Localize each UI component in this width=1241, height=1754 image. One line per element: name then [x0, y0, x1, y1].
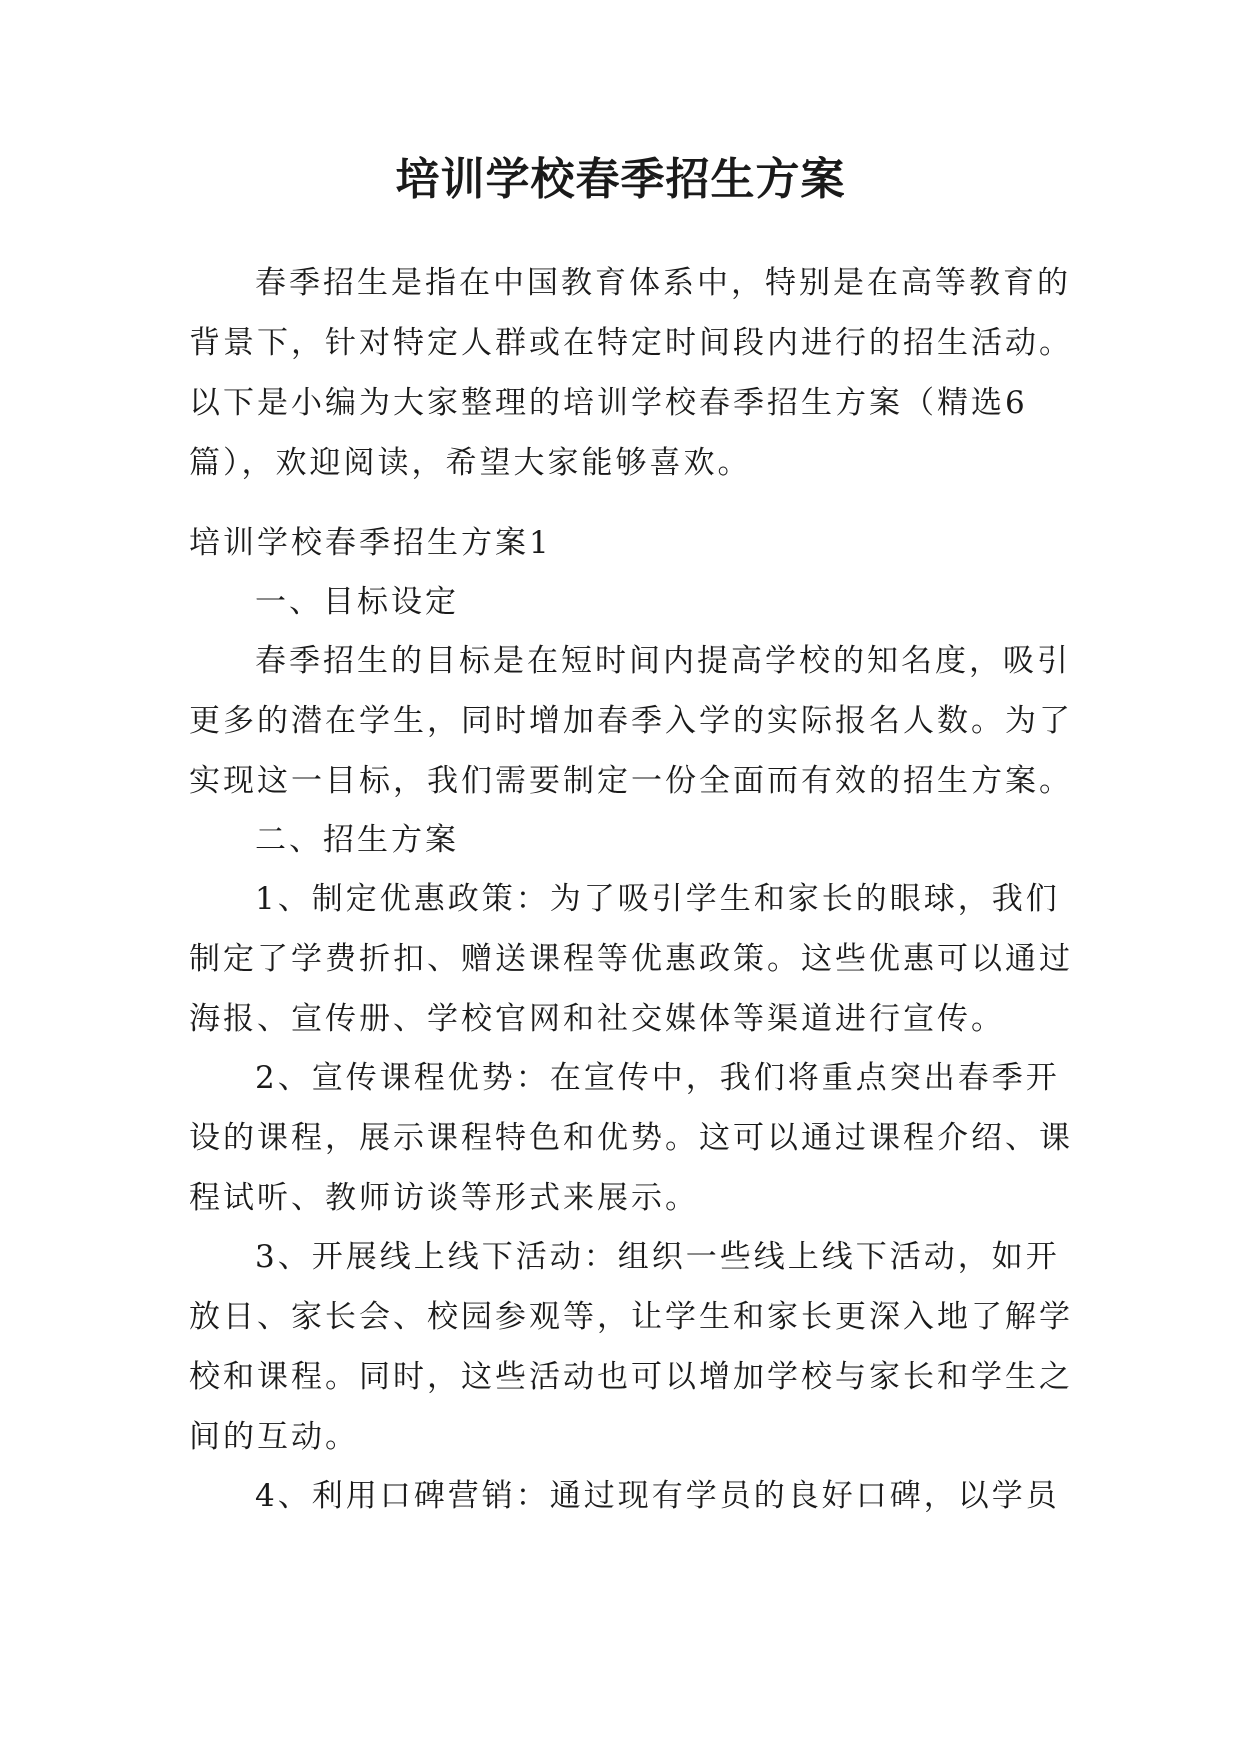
heading-goal-text: 一、目标设定 — [255, 584, 459, 620]
item-2-paragraph — [189, 1048, 1073, 1228]
heading-plan-text: 二、招生方案 — [255, 822, 459, 858]
intro-line: 背景下，针对特定人群或在特定时间段内进行的招生活动。 — [189, 325, 1073, 361]
section-heading-text: 培训学校春季招生方案1 — [189, 525, 552, 561]
item-2-line: 2、宣传课程优势：在宣传中，我们将重点突出春季开 — [255, 1060, 1060, 1096]
item-3-paragraph — [189, 1227, 1073, 1467]
item-3-line: 放日、家长会、校园参观等，让学生和家长更深入地了解学 — [189, 1299, 1073, 1335]
intro-line: 春季招生是指在中国教育体系中，特别是在高等教育的 — [255, 265, 1071, 301]
item-1-line: 海报、宣传册、学校官网和社交媒体等渠道进行宣传。 — [189, 1001, 1005, 1037]
item-3-line: 间的互动。 — [189, 1419, 359, 1455]
item-3-line: 3、开展线上线下活动：组织一些线上线下活动，如开 — [255, 1239, 1060, 1275]
item-4-line: 4、利用口碑营销：通过现有学员的良好口碑，以学员 — [255, 1478, 1060, 1514]
heading-goal — [189, 572, 1055, 632]
item-4-paragraph — [189, 1466, 1060, 1526]
item-1-paragraph — [189, 869, 1073, 1049]
item-1-line: 制定了学费折扣、赠送课程等优惠政策。这些优惠可以通过 — [189, 941, 1073, 977]
item-2-line: 程试听、教师访谈等形式来展示。 — [189, 1180, 699, 1216]
goal-paragraph — [189, 631, 1073, 811]
intro-line: 篇），欢迎阅读，希望大家能够喜欢。 — [189, 445, 752, 481]
section-heading — [189, 513, 1055, 573]
item-1-line: 1、制定优惠政策：为了吸引学生和家长的眼球，我们 — [255, 881, 1060, 917]
intro-line: 以下是小编为大家整理的培训学校春季招生方案（精选6 — [189, 385, 1028, 421]
goal-line: 更多的潜在学生，同时增加春季入学的实际报名人数。为了 — [189, 703, 1073, 739]
heading-plan — [189, 810, 1055, 870]
goal-line: 春季招生的目标是在短时间内提高学校的知名度，吸引 — [255, 643, 1071, 679]
item-3-line: 校和课程。同时，这些活动也可以增加学校与家长和学生之 — [189, 1359, 1073, 1395]
item-2-line: 设的课程，展示课程特色和优势。这可以通过课程介绍、课 — [189, 1120, 1073, 1156]
intro-paragraph — [189, 253, 1073, 493]
document-title: 培训学校春季招生方案 — [395, 154, 846, 205]
goal-line: 实现这一目标，我们需要制定一份全面而有效的招生方案。 — [189, 763, 1073, 799]
